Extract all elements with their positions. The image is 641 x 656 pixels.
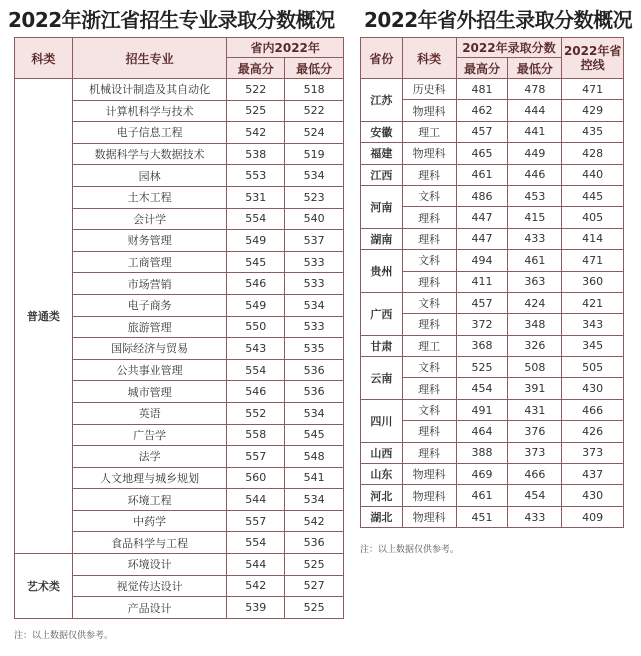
max-score-cell: 461 <box>456 164 508 185</box>
control-line-cell: 505 <box>562 357 624 378</box>
max-score-cell: 546 <box>227 273 285 295</box>
major-cell: 土木工程 <box>72 186 227 208</box>
category-cell: 理工 <box>402 335 456 356</box>
table-row <box>361 143 624 164</box>
max-score-cell: 557 <box>227 510 285 532</box>
category-cell: 物理科 <box>402 143 456 164</box>
table-row <box>361 506 624 527</box>
min-score-cell: 454 <box>508 485 562 506</box>
province-cell: 河南 <box>361 185 403 228</box>
right-note: 注：以上数据仅供参考。 <box>360 545 460 555</box>
max-score-cell: 554 <box>227 532 285 554</box>
table-row <box>361 79 624 100</box>
max-score-cell: 550 <box>227 316 285 338</box>
control-line-cell: 437 <box>562 464 624 485</box>
min-score-cell: 518 <box>285 79 344 101</box>
min-score-cell: 534 <box>285 402 344 424</box>
max-score-cell: 486 <box>456 185 508 206</box>
table-row <box>361 399 624 420</box>
control-line-cell: 428 <box>562 143 624 164</box>
min-score-cell: 533 <box>285 316 344 338</box>
province-cell: 云南 <box>361 357 403 400</box>
table-row <box>361 357 624 378</box>
min-score-cell: 522 <box>285 100 344 122</box>
header-max: 最高分 <box>456 58 508 79</box>
max-score-cell: 542 <box>227 575 285 597</box>
category-cell: 物理科 <box>402 506 456 527</box>
major-cell: 市场营销 <box>72 273 227 295</box>
category-cell: 理科 <box>402 378 456 399</box>
table-row <box>361 228 624 249</box>
province-cell: 广西 <box>361 292 403 335</box>
major-cell: 环境工程 <box>72 489 227 511</box>
min-score-cell: 508 <box>508 357 562 378</box>
max-score-cell: 411 <box>456 271 508 292</box>
major-cell: 食品科学与工程 <box>72 532 227 554</box>
max-score-cell: 544 <box>227 489 285 511</box>
header-min: 最低分 <box>508 58 562 79</box>
max-score-cell: 542 <box>227 122 285 144</box>
max-score-cell: 368 <box>456 335 508 356</box>
province-cell: 湖南 <box>361 228 403 249</box>
max-score-cell: 388 <box>456 442 508 463</box>
min-score-cell: 527 <box>285 575 344 597</box>
min-score-cell: 466 <box>508 464 562 485</box>
control-line-cell: 345 <box>562 335 624 356</box>
max-score-cell: 447 <box>456 228 508 249</box>
major-cell: 城市管理 <box>72 381 227 403</box>
header-group: 省内2022年 <box>227 38 344 58</box>
province-cell: 安徽 <box>361 121 403 142</box>
max-score-cell: 481 <box>456 79 508 100</box>
control-line-cell: 466 <box>562 399 624 420</box>
min-score-cell: 537 <box>285 230 344 252</box>
major-cell: 数据科学与大数据技术 <box>72 143 227 165</box>
table-row <box>361 185 624 206</box>
max-score-cell: 560 <box>227 467 285 489</box>
min-score-cell: 525 <box>285 597 344 619</box>
max-score-cell: 447 <box>456 207 508 228</box>
max-score-cell: 549 <box>227 230 285 252</box>
min-score-cell: 536 <box>285 359 344 381</box>
min-score-cell: 548 <box>285 446 344 468</box>
province-cell: 四川 <box>361 399 403 442</box>
min-score-cell: 449 <box>508 143 562 164</box>
control-line-cell: 426 <box>562 421 624 442</box>
min-score-cell: 534 <box>285 489 344 511</box>
table-row <box>361 464 624 485</box>
category-cell: 理科 <box>402 164 456 185</box>
province-cell: 山东 <box>361 464 403 485</box>
max-score-cell: 531 <box>227 186 285 208</box>
min-score-cell: 525 <box>285 554 344 576</box>
control-line-cell: 409 <box>562 506 624 527</box>
max-score-cell: 457 <box>456 121 508 142</box>
min-score-cell: 478 <box>508 79 562 100</box>
max-score-cell: 522 <box>227 79 285 101</box>
max-score-cell: 454 <box>456 378 508 399</box>
major-cell: 会计学 <box>72 208 227 230</box>
category-cell: 物理科 <box>402 464 456 485</box>
table-row <box>361 250 624 271</box>
major-cell: 广告学 <box>72 424 227 446</box>
control-line-cell: 430 <box>562 485 624 506</box>
control-line-cell: 414 <box>562 228 624 249</box>
control-line-cell: 343 <box>562 314 624 335</box>
max-score-cell: 554 <box>227 208 285 230</box>
max-score-cell: 462 <box>456 100 508 121</box>
min-score-cell: 424 <box>508 292 562 313</box>
max-score-cell: 465 <box>456 143 508 164</box>
header-group: 2022年录取分数 <box>456 38 562 58</box>
category-cell: 普通类 <box>15 79 73 554</box>
min-score-cell: 542 <box>285 510 344 532</box>
min-score-cell: 536 <box>285 381 344 403</box>
max-score-cell: 554 <box>227 359 285 381</box>
min-score-cell: 453 <box>508 185 562 206</box>
min-score-cell: 533 <box>285 251 344 273</box>
min-score-cell: 534 <box>285 294 344 316</box>
max-score-cell: 557 <box>227 446 285 468</box>
table-row <box>361 164 624 185</box>
table-row <box>361 485 624 506</box>
max-score-cell: 546 <box>227 381 285 403</box>
min-score-cell: 441 <box>508 121 562 142</box>
province-cell: 河北 <box>361 485 403 506</box>
control-line-cell: 471 <box>562 250 624 271</box>
min-score-cell: 446 <box>508 164 562 185</box>
max-score-cell: 544 <box>227 554 285 576</box>
category-cell: 文科 <box>402 250 456 271</box>
major-cell: 人文地理与城乡规划 <box>72 467 227 489</box>
major-cell: 公共事业管理 <box>72 359 227 381</box>
max-score-cell: 558 <box>227 424 285 446</box>
control-line-cell: 421 <box>562 292 624 313</box>
category-cell: 物理科 <box>402 100 456 121</box>
category-cell: 文科 <box>402 357 456 378</box>
major-cell: 园林 <box>72 165 227 187</box>
header-category: 科类 <box>15 38 73 79</box>
max-score-cell: 469 <box>456 464 508 485</box>
major-cell: 计算机科学与技术 <box>72 100 227 122</box>
category-cell: 理科 <box>402 314 456 335</box>
category-cell: 理科 <box>402 228 456 249</box>
province-cell: 江西 <box>361 164 403 185</box>
category-cell: 理工 <box>402 121 456 142</box>
province-cell: 江苏 <box>361 79 403 122</box>
max-score-cell: 552 <box>227 402 285 424</box>
major-cell: 视觉传达设计 <box>72 575 227 597</box>
category-cell: 文科 <box>402 185 456 206</box>
category-cell: 物理科 <box>402 485 456 506</box>
min-score-cell: 535 <box>285 338 344 360</box>
header-max: 最高分 <box>227 58 285 79</box>
control-line-cell: 405 <box>562 207 624 228</box>
major-cell: 财务管理 <box>72 230 227 252</box>
min-score-cell: 536 <box>285 532 344 554</box>
min-score-cell: 391 <box>508 378 562 399</box>
max-score-cell: 538 <box>227 143 285 165</box>
left-note: 注：以上数据仅供参考。 <box>14 631 114 641</box>
major-cell: 国际经济与贸易 <box>72 338 227 360</box>
province-cell: 甘肃 <box>361 335 403 356</box>
max-score-cell: 525 <box>227 100 285 122</box>
left-title: 2022年浙江省招生专业录取分数概况 <box>8 8 335 32</box>
max-score-cell: 525 <box>456 357 508 378</box>
max-score-cell: 457 <box>456 292 508 313</box>
min-score-cell: 461 <box>508 250 562 271</box>
major-cell: 英语 <box>72 402 227 424</box>
table-row <box>361 335 624 356</box>
category-cell: 理科 <box>402 271 456 292</box>
out-of-province-score-table <box>360 37 624 528</box>
max-score-cell: 543 <box>227 338 285 360</box>
max-score-cell: 491 <box>456 399 508 420</box>
control-line-cell: 360 <box>562 271 624 292</box>
min-score-cell: 363 <box>508 271 562 292</box>
major-cell: 机械设计制造及其自动化 <box>72 79 227 101</box>
zhejiang-score-table <box>14 37 344 619</box>
max-score-cell: 372 <box>456 314 508 335</box>
min-score-cell: 545 <box>285 424 344 446</box>
min-score-cell: 523 <box>285 186 344 208</box>
min-score-cell: 433 <box>508 228 562 249</box>
min-score-cell: 524 <box>285 122 344 144</box>
header-min: 最低分 <box>285 58 344 79</box>
category-cell: 理科 <box>402 442 456 463</box>
major-cell: 法学 <box>72 446 227 468</box>
category-cell: 历史科 <box>402 79 456 100</box>
province-cell: 湖北 <box>361 506 403 527</box>
max-score-cell: 545 <box>227 251 285 273</box>
control-line-cell: 445 <box>562 185 624 206</box>
category-cell: 理科 <box>402 207 456 228</box>
max-score-cell: 539 <box>227 597 285 619</box>
major-cell: 电子信息工程 <box>72 122 227 144</box>
control-line-cell: 430 <box>562 378 624 399</box>
category-cell: 文科 <box>402 292 456 313</box>
major-cell: 环境设计 <box>72 554 227 576</box>
min-score-cell: 373 <box>508 442 562 463</box>
category-cell: 理科 <box>402 421 456 442</box>
max-score-cell: 549 <box>227 294 285 316</box>
header-control: 2022年省控线 <box>562 38 624 79</box>
max-score-cell: 464 <box>456 421 508 442</box>
major-cell: 电子商务 <box>72 294 227 316</box>
header-province: 省份 <box>361 38 403 79</box>
min-score-cell: 433 <box>508 506 562 527</box>
min-score-cell: 540 <box>285 208 344 230</box>
max-score-cell: 451 <box>456 506 508 527</box>
table-row <box>361 292 624 313</box>
province-cell: 福建 <box>361 143 403 164</box>
min-score-cell: 326 <box>508 335 562 356</box>
control-line-cell: 373 <box>562 442 624 463</box>
control-line-cell: 440 <box>562 164 624 185</box>
min-score-cell: 541 <box>285 467 344 489</box>
table-row <box>15 79 344 101</box>
max-score-cell: 461 <box>456 485 508 506</box>
province-cell: 贵州 <box>361 250 403 293</box>
min-score-cell: 431 <box>508 399 562 420</box>
min-score-cell: 533 <box>285 273 344 295</box>
right-title: 2022年省外招生录取分数概况 <box>364 8 633 32</box>
header-category: 科类 <box>402 38 456 79</box>
major-cell: 工商管理 <box>72 251 227 273</box>
province-cell: 山西 <box>361 442 403 463</box>
major-cell: 旅游管理 <box>72 316 227 338</box>
control-line-cell: 471 <box>562 79 624 100</box>
min-score-cell: 415 <box>508 207 562 228</box>
control-line-cell: 429 <box>562 100 624 121</box>
min-score-cell: 519 <box>285 143 344 165</box>
header-major: 招生专业 <box>72 38 227 79</box>
max-score-cell: 553 <box>227 165 285 187</box>
min-score-cell: 444 <box>508 100 562 121</box>
min-score-cell: 348 <box>508 314 562 335</box>
control-line-cell: 435 <box>562 121 624 142</box>
table-row <box>361 442 624 463</box>
min-score-cell: 376 <box>508 421 562 442</box>
max-score-cell: 494 <box>456 250 508 271</box>
major-cell: 中药学 <box>72 510 227 532</box>
category-cell: 艺术类 <box>15 554 73 619</box>
table-row <box>15 554 344 576</box>
table-row <box>361 121 624 142</box>
min-score-cell: 534 <box>285 165 344 187</box>
category-cell: 文科 <box>402 399 456 420</box>
major-cell: 产品设计 <box>72 597 227 619</box>
